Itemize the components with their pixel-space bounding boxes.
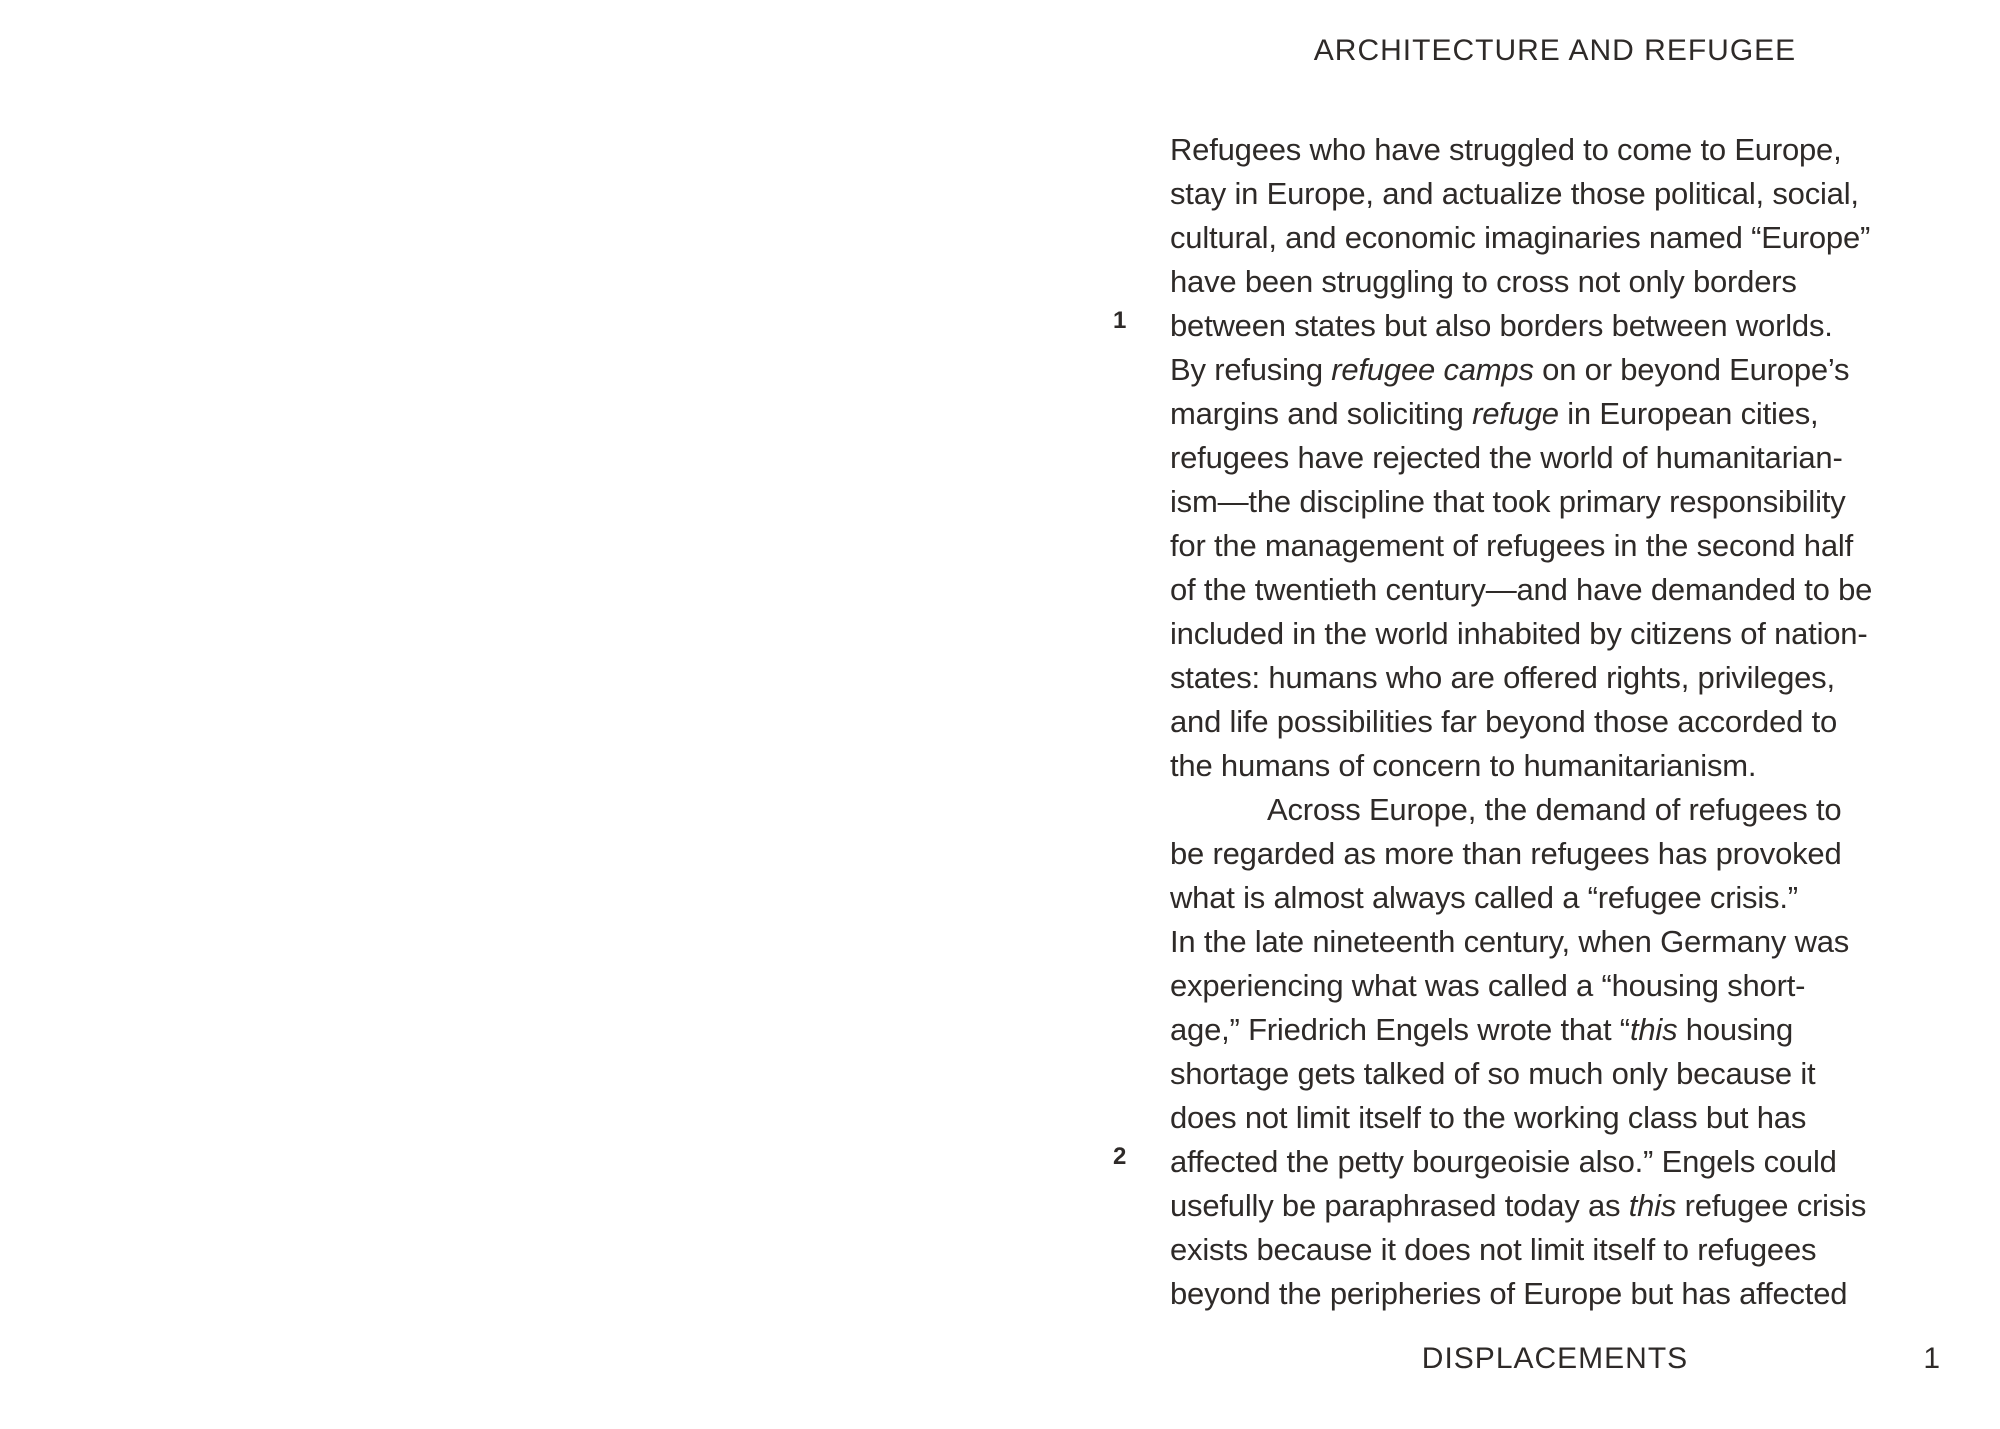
text-line bbox=[1170, 480, 1960, 524]
text-line bbox=[1170, 568, 1960, 612]
line-text: stay in Europe, and actualize those political, social, bbox=[1170, 176, 1859, 211]
text-line bbox=[1170, 392, 1960, 436]
margin-note-number: 2 bbox=[1113, 1143, 1127, 1170]
line-text: age,” Friedrich Engels wrote that “this housing bbox=[1170, 1012, 1793, 1047]
text-line bbox=[1170, 920, 1960, 964]
running-header: ARCHITECTURE AND REFUGEE bbox=[1313, 34, 1797, 67]
text-line bbox=[1170, 1052, 1960, 1096]
text-line bbox=[1170, 1272, 1960, 1316]
line-text: By refusing refugee camps on or beyond Europe’s bbox=[1170, 352, 1850, 387]
text-line bbox=[1113, 1140, 1960, 1184]
text-line bbox=[1170, 656, 1960, 700]
text-line bbox=[1170, 348, 1960, 392]
line-text: beyond the peripheries of Europe but has affected bbox=[1170, 1276, 1848, 1311]
line-text: have been struggling to cross not only borders bbox=[1170, 264, 1797, 299]
line-text: refugees have rejected the world of humanitarian- bbox=[1170, 440, 1843, 475]
text-line bbox=[1170, 832, 1960, 876]
line-text: Refugees who have struggled to come to Europe, bbox=[1170, 132, 1842, 167]
line-text: included in the world inhabited by citizens of nation- bbox=[1170, 616, 1868, 651]
text-line bbox=[1170, 436, 1960, 480]
text-line bbox=[1170, 788, 1960, 832]
line-text: usefully be paraphrased today as this refugee crisis bbox=[1170, 1188, 1867, 1223]
line-text: affected the petty bourgeoisie also.” Engels could bbox=[1170, 1144, 1837, 1179]
line-text: shortage gets talked of so much only because it bbox=[1170, 1056, 1816, 1091]
line-text: states: humans who are offered rights, privileges, bbox=[1170, 660, 1835, 695]
text-line bbox=[1170, 128, 1960, 172]
text-line bbox=[1170, 172, 1960, 216]
text-line bbox=[1170, 1008, 1960, 1052]
line-text: Across Europe, the demand of refugees to bbox=[1267, 792, 1842, 827]
line-text: for the management of refugees in the second half bbox=[1170, 528, 1853, 563]
line-text: be regarded as more than refugees has provoked bbox=[1170, 836, 1842, 871]
text-line bbox=[1170, 744, 1960, 788]
text-line bbox=[1170, 524, 1960, 568]
text-line bbox=[1170, 876, 1960, 920]
line-text: what is almost always called a “refugee crisis.” bbox=[1170, 880, 1798, 915]
line-text: ism—the discipline that took primary responsibility bbox=[1170, 484, 1846, 519]
line-text: margins and soliciting refuge in European cities, bbox=[1170, 396, 1819, 431]
line-text: exists because it does not limit itself to refugees bbox=[1170, 1232, 1817, 1267]
line-text: the humans of concern to humanitarianism. bbox=[1170, 748, 1757, 783]
text-line bbox=[1170, 964, 1960, 1008]
line-text: between states but also borders between worlds. bbox=[1170, 308, 1833, 343]
text-line bbox=[1170, 216, 1960, 260]
body-text bbox=[1113, 128, 1960, 1316]
line-text: In the late nineteenth century, when Germany was bbox=[1170, 924, 1850, 959]
text-line bbox=[1170, 260, 1960, 304]
text-line bbox=[1113, 304, 1960, 348]
footer bbox=[1170, 1342, 1940, 1376]
text-line bbox=[1170, 612, 1960, 656]
line-text: does not limit itself to the working class but has bbox=[1170, 1100, 1807, 1135]
line-text: experiencing what was called a “housing short- bbox=[1170, 968, 1806, 1003]
line-text: and life possibilities far beyond those accorded to bbox=[1170, 704, 1838, 739]
text-line bbox=[1170, 1096, 1960, 1140]
page-number: 1 bbox=[1923, 1342, 1940, 1375]
line-text: of the twentieth century—and have demanded to be bbox=[1170, 572, 1873, 607]
text-line bbox=[1170, 1228, 1960, 1272]
margin-note-number: 1 bbox=[1113, 307, 1127, 334]
text-line bbox=[1170, 700, 1960, 744]
text-line bbox=[1170, 1184, 1960, 1228]
book-title: DISPLACEMENTS bbox=[1421, 1342, 1689, 1375]
line-text: cultural, and economic imaginaries named “Europe” bbox=[1170, 220, 1871, 255]
